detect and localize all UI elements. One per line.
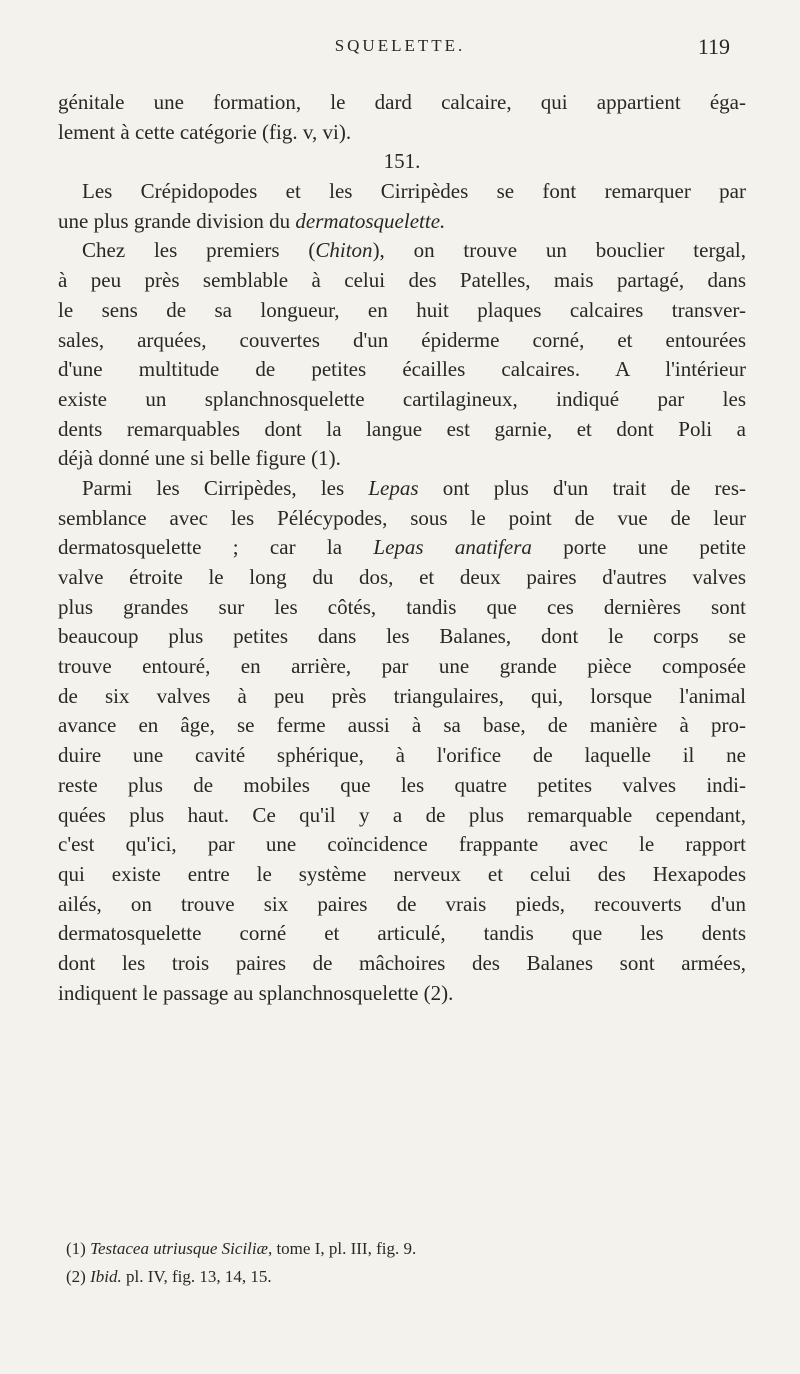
footnote-mark: (1) [66,1239,86,1258]
body-text [58,88,746,1008]
text-line: le sens de sa longueur, en huit plaques calcaires transver- [58,297,746,322]
footnote-text: , tome I, pl. III, fig. 9. [267,1239,417,1258]
footnote-title: Testacea utriusque Siciliæ [90,1239,268,1258]
text-line: avance en âge, se ferme aussi à sa base, de manière à pro- [58,713,746,738]
text-line: semblance avec les Pélécypodes, sous le point de vue de leur [58,505,746,530]
text-line: existe un splanchnosquelette cartilagineux, indiqué par les [58,386,746,411]
footnote-2 [66,1263,746,1291]
text-line: à peu près semblable à celui des Patelles, mais partagé, dans [58,268,746,293]
text-line: indiquent le passage au splanchnosquelette (2). [58,980,454,1005]
text-line: quées plus haut. Ce qu'il y a de plus remarquable cependant, [58,802,746,827]
text-run: une plus grande division du [58,208,296,233]
footnote-1 [66,1235,746,1263]
italic-term: Lepas [368,475,419,500]
text-run: ont plus d'un trait de res- [418,475,746,500]
footnote-text: pl. IV, fig. 13, 14, 15. [121,1267,272,1286]
page-header [0,30,800,70]
text-line: de six valves à peu près triangulaires, qui, lorsque l'animal [58,683,746,708]
italic-term: Chiton [315,238,373,263]
text-run: dermatosquelette ; car la [58,535,374,560]
footnote-title: Ibid. [90,1267,122,1286]
text-line: déjà donné une si belle figure (1). [58,446,341,471]
footnotes [66,1235,746,1291]
text-line: dermatosquelette corné et articulé, tandis que les dents [58,921,746,946]
text-line: génitale une formation, le dard calcaire, qui appartient éga- [58,90,746,114]
text-line: plus grandes sur les côtés, tandis que ces dernières sont [58,594,746,619]
text-run: Chez les premiers ( [82,238,316,263]
section-number: 151. [383,149,421,174]
text-run: Parmi les Cirripèdes, les [82,475,369,500]
text-line [58,207,746,237]
text-line: beaucoup plus petites dans les Balanes, dont le corps se [58,624,746,649]
italic-term: Lepas anatifera [373,535,532,560]
text-line: d'une multitude de petites écailles calcaires. A l'intérieur [58,357,746,382]
footnote-mark: (2) [66,1267,86,1286]
text-line: reste plus de mobiles que les quatre petites valves indi- [58,772,746,797]
text-line: sales, arquées, couvertes d'un épiderme corné, et entourées [58,327,746,352]
page-number: 119 [697,34,730,59]
text-line [58,236,746,266]
italic-term: dermatosquelette. [295,208,446,233]
text-run: porte une petite [531,535,746,560]
text-line: qui existe entre le système nerveux et celui des Hexapodes [58,861,746,886]
text-line: dents remarquables dont la langue est garnie, et dont Poli a [58,416,746,441]
text-line: trouve entouré, en arrière, par une grande pièce composée [58,654,746,679]
text-line: c'est qu'ici, par une coïncidence frappante avec le rapport [58,832,746,857]
text-run: ), on trouve un bouclier tergal, [372,238,746,263]
text-line [58,533,746,563]
running-head: SQUELETTE. [334,36,466,55]
text-line: duire une cavité sphérique, à l'orifice de laquelle il ne [58,743,746,768]
text-line: Les Crépidopodes et les Cirripèdes se font remarquer par [82,179,746,204]
text-line: dont les trois paires de mâchoires des Balanes sont armées, [58,950,746,975]
text-line [58,474,746,504]
text-line: valve étroite le long du dos, et deux paires d'autres valves [58,565,746,589]
text-line: lement à cette catégorie (fig. v, vi). [58,119,352,144]
text-line: ailés, on trouve six paires de vrais pieds, recouverts d'un [58,891,746,916]
